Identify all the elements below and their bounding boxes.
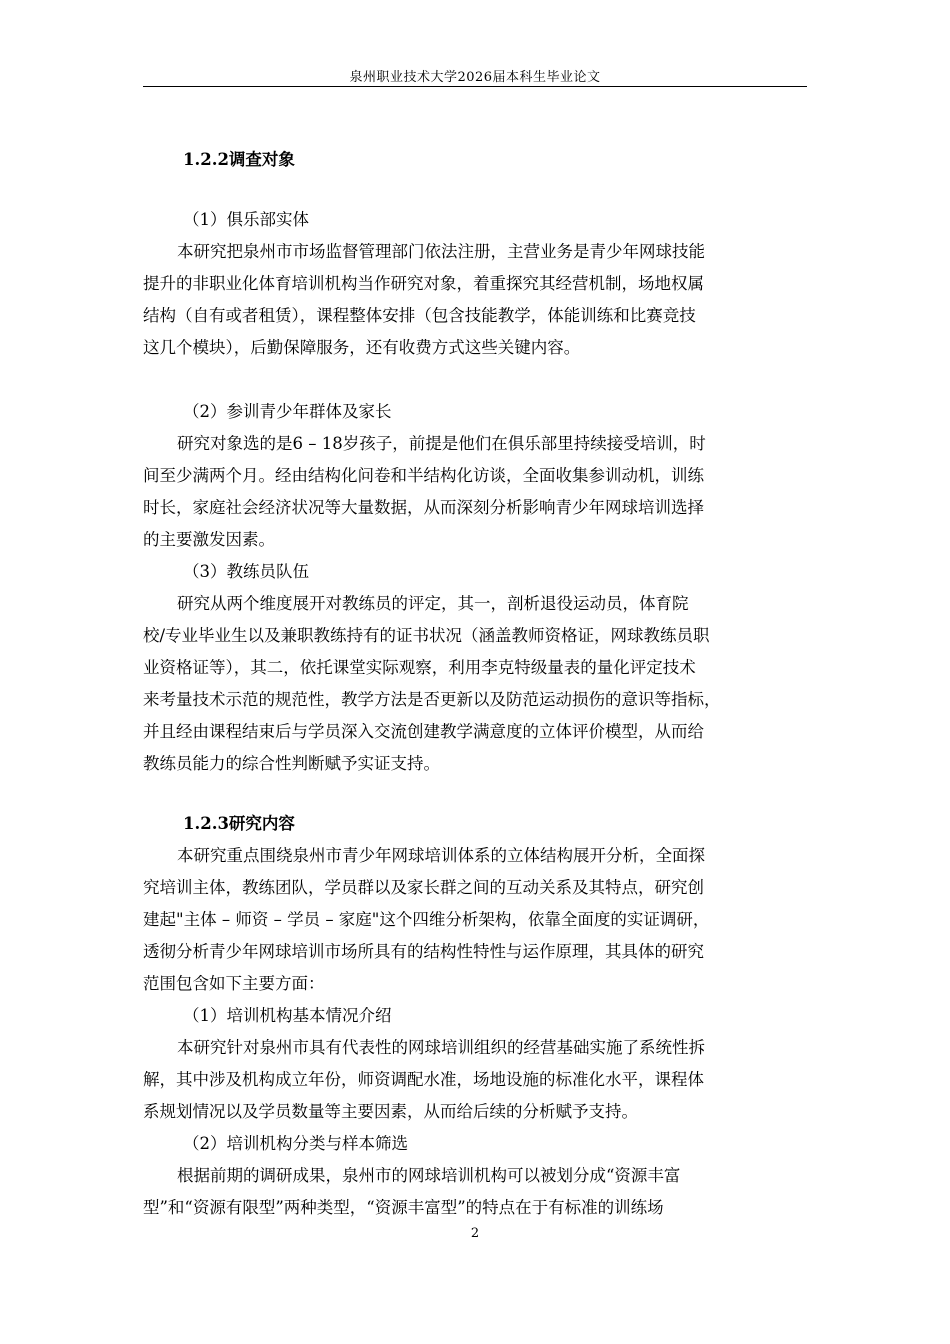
running-header: 泉州职业技术大学2026届本科生毕业论文 xyxy=(349,70,601,85)
paragraph-line: 间至少满两个月。经由结构化问卷和半结构化访谈，全面收集参训动机，训练 xyxy=(143,466,704,485)
paragraph-line: 本研究针对泉州市具有代表性的网球培训组织的经营基础实施了系统性拆 xyxy=(177,1038,705,1057)
paragraph-line: 本研究重点围绕泉州市青少年网球培训体系的立体结构展开分析，全面探 xyxy=(177,846,705,865)
paragraph-line: 校/专业毕业生以及兼职教练持有的证书状况（涵盖教师资格证，网球教练员职 xyxy=(143,626,710,645)
subsection-label: （1）培训机构基本情况介绍 xyxy=(183,1006,392,1025)
paragraph-line: 的主要激发因素。 xyxy=(143,530,275,549)
paragraph-line: 型”和“资源有限型”两种类型，“资源丰富型”的特点在于有标准的训练场 xyxy=(143,1198,664,1217)
body-content xyxy=(143,144,807,1224)
paragraph-line: 建起"主体 – 师资 – 学员 – 家庭"这个四维分析架构，依靠全面度的实证调研， xyxy=(143,910,710,929)
paragraph-line: 这几个模块），后勤保障服务，还有收费方式这些关键内容。 xyxy=(143,338,581,357)
subsection-label: （2）培训机构分类与样本筛选 xyxy=(183,1134,408,1153)
paragraph-line: 教练员能力的综合性判断赋予实证支持。 xyxy=(143,754,440,773)
paragraph-line: 解，其中涉及机构成立年份，师资调配水准，场地设施的标准化水平，课程体 xyxy=(143,1070,704,1089)
subsection-label: （3）教练员队伍 xyxy=(183,562,309,581)
paragraph-line: 透彻分析青少年网球培训市场所具有的结构性特性与运作原理，其具体的研究 xyxy=(143,942,704,961)
paragraph-line: 研究对象选的是6 – 18岁孩子，前提是他们在俱乐部里持续接受培训，时 xyxy=(177,434,706,453)
page-number: 2 xyxy=(470,1226,480,1241)
subsection-label: （2）参训青少年群体及家长 xyxy=(183,402,392,421)
paragraph-line: 提升的非职业化体育培训机构当作研究对象，着重探究其经营机制，场地权属 xyxy=(143,274,704,293)
header-rule xyxy=(143,86,807,87)
paragraph-line: 研究从两个维度展开对教练员的评定，其一，剖析退役运动员，体育院 xyxy=(177,594,689,613)
section-heading-1-2-3: 1.2.3研究内容 xyxy=(183,814,295,833)
section-heading-1-2-2: 1.2.2调查对象 xyxy=(183,150,295,169)
paragraph-line: 究培训主体，教练团队，学员群以及家长群之间的互动关系及其特点，研究创 xyxy=(143,878,704,897)
paragraph-line: 业资格证等），其二，依托课堂实际观察，利用李克特级量表的量化评定技术 xyxy=(143,658,696,677)
paragraph-line: 根据前期的调研成果，泉州市的网球培训机构可以被划分成“资源丰富 xyxy=(177,1166,681,1185)
paragraph-line: 本研究把泉州市市场监督管理部门依法注册，主营业务是青少年网球技能 xyxy=(177,242,705,261)
paragraph-line: 并且经由课程结束后与学员深入交流创建教学满意度的立体评价模型，从而给 xyxy=(143,722,704,741)
paragraph-line: 系规划情况以及学员数量等主要因素，从而给后续的分析赋予支持。 xyxy=(143,1102,638,1121)
paragraph-line: 来考量技术示范的规范性，教学方法是否更新以及防范运动损伤的意识等指标， xyxy=(143,690,721,709)
paragraph-line: 时长，家庭社会经济状况等大量数据，从而深刻分析影响青少年网球培训选择 xyxy=(143,498,704,517)
paragraph-line: 范围包含如下主要方面： xyxy=(143,974,325,993)
subsection-label: （1）俱乐部实体 xyxy=(183,210,309,229)
paragraph-line: 结构（自有或者租赁），课程整体安排（包含技能教学，体能训练和比赛竞技 xyxy=(143,306,696,325)
